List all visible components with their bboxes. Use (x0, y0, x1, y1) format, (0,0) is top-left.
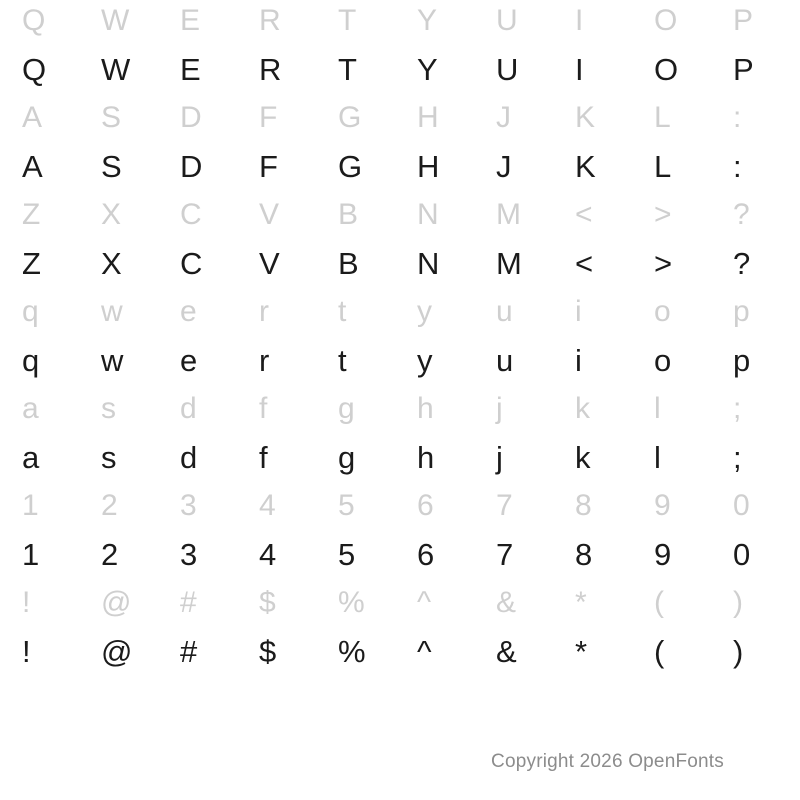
glyph-cell: a (22, 392, 39, 425)
glyph-cell: Z (22, 246, 41, 281)
glyph-cell: U (496, 4, 518, 37)
glyph-cell: Q (22, 4, 46, 37)
glyph-cell: 2 (101, 537, 119, 572)
glyph-cell: X (101, 246, 122, 281)
glyph-cell: w (101, 295, 123, 328)
glyph-row-preview (0, 582, 800, 624)
glyph-cell: ; (733, 440, 742, 475)
glyph-row-solid (0, 527, 800, 582)
glyph-cell: > (654, 198, 672, 231)
glyph-cell: t (338, 343, 347, 378)
glyph-cell: & (496, 586, 517, 619)
glyph-cell: C (180, 198, 202, 231)
glyph-cell: $ (259, 586, 276, 619)
glyph-cell: I (575, 52, 584, 87)
glyph-cell: 1 (22, 537, 40, 572)
glyph-cell: $ (259, 634, 277, 669)
glyph-cell: ^ (417, 586, 432, 619)
glyph-cell: a (22, 440, 40, 475)
glyph-cell: # (180, 634, 198, 669)
glyph-cell: X (101, 198, 122, 231)
glyph-cell: t (338, 295, 347, 328)
glyph-row-solid (0, 42, 800, 97)
glyph-row-preview (0, 291, 800, 333)
glyph-cell: * (575, 586, 587, 619)
glyph-cell: ; (733, 392, 742, 425)
glyph-cell: E (180, 4, 201, 37)
glyph-cell: P (733, 4, 754, 37)
glyph-cell: B (338, 198, 359, 231)
glyph-cell: < (575, 198, 593, 231)
glyph-cell: u (496, 343, 514, 378)
glyph-cell: V (259, 198, 280, 231)
glyph-cell: R (259, 52, 282, 87)
glyph-cell: j (496, 440, 503, 475)
glyph-cell: A (22, 101, 43, 134)
glyph-cell: W (101, 52, 131, 87)
glyph-row-preview (0, 0, 800, 42)
glyph-cell: u (496, 295, 513, 328)
glyph-cell: h (417, 392, 434, 425)
glyph-cell: ? (733, 246, 751, 281)
glyph-cell: w (101, 343, 124, 378)
glyph-cell: i (575, 343, 582, 378)
glyph-cell: ( (654, 634, 665, 669)
glyph-cell: C (180, 246, 203, 281)
glyph-cell: q (22, 295, 39, 328)
glyph-row-solid (0, 430, 800, 485)
glyph-row-preview (0, 388, 800, 430)
glyph-cell: K (575, 149, 596, 184)
glyph-cell: D (180, 101, 202, 134)
glyph-cell: H (417, 101, 439, 134)
glyph-cell: 9 (654, 537, 672, 572)
glyph-cell: S (101, 101, 122, 134)
glyph-cell: k (575, 440, 591, 475)
glyph-cell: S (101, 149, 122, 184)
glyph-row-preview (0, 97, 800, 139)
glyph-cell: ? (733, 198, 750, 231)
glyph-cell: s (101, 392, 116, 425)
glyph-cell: % (338, 634, 366, 669)
glyph-cell: g (338, 392, 355, 425)
glyph-cell: s (101, 440, 117, 475)
glyph-cell: d (180, 440, 198, 475)
glyph-cell: f (259, 392, 268, 425)
glyph-cell: @ (101, 634, 133, 669)
glyph-cell: e (180, 295, 197, 328)
glyph-cell: M (496, 246, 522, 281)
glyph-cell: y (417, 343, 433, 378)
glyph-cell: W (101, 4, 130, 37)
glyph-cell: 6 (417, 537, 435, 572)
glyph-cell: l (654, 440, 661, 475)
glyph-cell: : (733, 101, 742, 134)
glyph-cell: N (417, 198, 439, 231)
glyph-cell: D (180, 149, 203, 184)
glyph-cell: A (22, 149, 43, 184)
glyph-cell: Y (417, 4, 438, 37)
glyph-cell: L (654, 149, 672, 184)
glyph-cell: ! (22, 586, 31, 619)
glyph-cell: F (259, 101, 278, 134)
glyph-cell: B (338, 246, 359, 281)
glyph-cell: ^ (417, 634, 432, 669)
glyph-cell: 7 (496, 537, 514, 572)
glyph-cell: 9 (654, 489, 671, 522)
glyph-cell: 1 (22, 489, 39, 522)
glyph-cell: q (22, 343, 40, 378)
glyph-cell: E (180, 52, 201, 87)
glyph-cell: T (338, 52, 357, 87)
glyph-cell: o (654, 295, 671, 328)
glyph-cell: 7 (496, 489, 513, 522)
glyph-cell: > (654, 246, 673, 281)
glyph-cell: p (733, 295, 750, 328)
glyph-cell: 4 (259, 489, 276, 522)
glyph-cell: Y (417, 52, 438, 87)
glyph-cell: 5 (338, 537, 356, 572)
glyph-cell: U (496, 52, 519, 87)
glyph-cell: T (338, 4, 357, 37)
glyph-cell: 5 (338, 489, 355, 522)
glyph-cell: V (259, 246, 280, 281)
glyph-cell: r (259, 343, 270, 378)
glyph-cell: # (180, 586, 197, 619)
glyph-row-solid (0, 139, 800, 194)
glyph-cell: i (575, 295, 582, 328)
glyph-cell: 8 (575, 489, 592, 522)
glyph-row-preview (0, 485, 800, 527)
glyph-cell: ) (733, 586, 743, 619)
glyph-cell: < (575, 246, 594, 281)
glyph-cell: L (654, 101, 671, 134)
glyph-cell: 6 (417, 489, 434, 522)
glyph-cell: 2 (101, 489, 118, 522)
glyph-cell: Q (22, 52, 47, 87)
glyph-cell: y (417, 295, 432, 328)
glyph-cell: 0 (733, 537, 751, 572)
glyph-cell: @ (101, 586, 132, 619)
glyph-cell: 3 (180, 489, 197, 522)
glyph-cell: J (496, 101, 511, 134)
glyph-cell: F (259, 149, 278, 184)
glyph-cell: K (575, 101, 596, 134)
glyph-cell: e (180, 343, 198, 378)
glyph-cell: H (417, 149, 440, 184)
glyph-cell: 3 (180, 537, 198, 572)
glyph-cell: J (496, 149, 512, 184)
glyph-cell: 4 (259, 537, 277, 572)
glyph-cell: : (733, 149, 742, 184)
glyph-cell: & (496, 634, 517, 669)
copyright-notice: Copyright 2026 OpenFonts (491, 751, 724, 772)
glyph-cell: G (338, 101, 362, 134)
glyph-cell: ! (22, 634, 31, 669)
glyph-cell: d (180, 392, 197, 425)
glyph-cell: G (338, 149, 363, 184)
glyph-row-solid (0, 236, 800, 291)
glyph-cell: h (417, 440, 435, 475)
glyph-cell: g (338, 440, 356, 475)
glyph-cell: I (575, 4, 584, 37)
glyph-cell: o (654, 343, 672, 378)
glyph-cell: M (496, 198, 521, 231)
glyph-cell: ) (733, 634, 744, 669)
glyph-cell: P (733, 52, 754, 87)
glyph-row-preview (0, 194, 800, 236)
glyph-cell: r (259, 295, 269, 328)
glyph-cell: l (654, 392, 661, 425)
glyph-cell: 0 (733, 489, 750, 522)
glyph-cell: ( (654, 586, 664, 619)
glyph-cell: * (575, 634, 588, 669)
glyph-cell: O (654, 52, 679, 87)
glyph-cell: O (654, 4, 678, 37)
glyph-cell: p (733, 343, 751, 378)
glyph-row-solid (0, 333, 800, 388)
glyph-cell: f (259, 440, 268, 475)
glyph-cell: % (338, 586, 365, 619)
glyph-cell: R (259, 4, 281, 37)
glyph-cell: j (496, 392, 503, 425)
glyph-cell: N (417, 246, 440, 281)
glyph-cell: k (575, 392, 590, 425)
glyph-row-solid (0, 624, 800, 679)
glyph-cell: Z (22, 198, 41, 231)
glyph-cell: 8 (575, 537, 593, 572)
